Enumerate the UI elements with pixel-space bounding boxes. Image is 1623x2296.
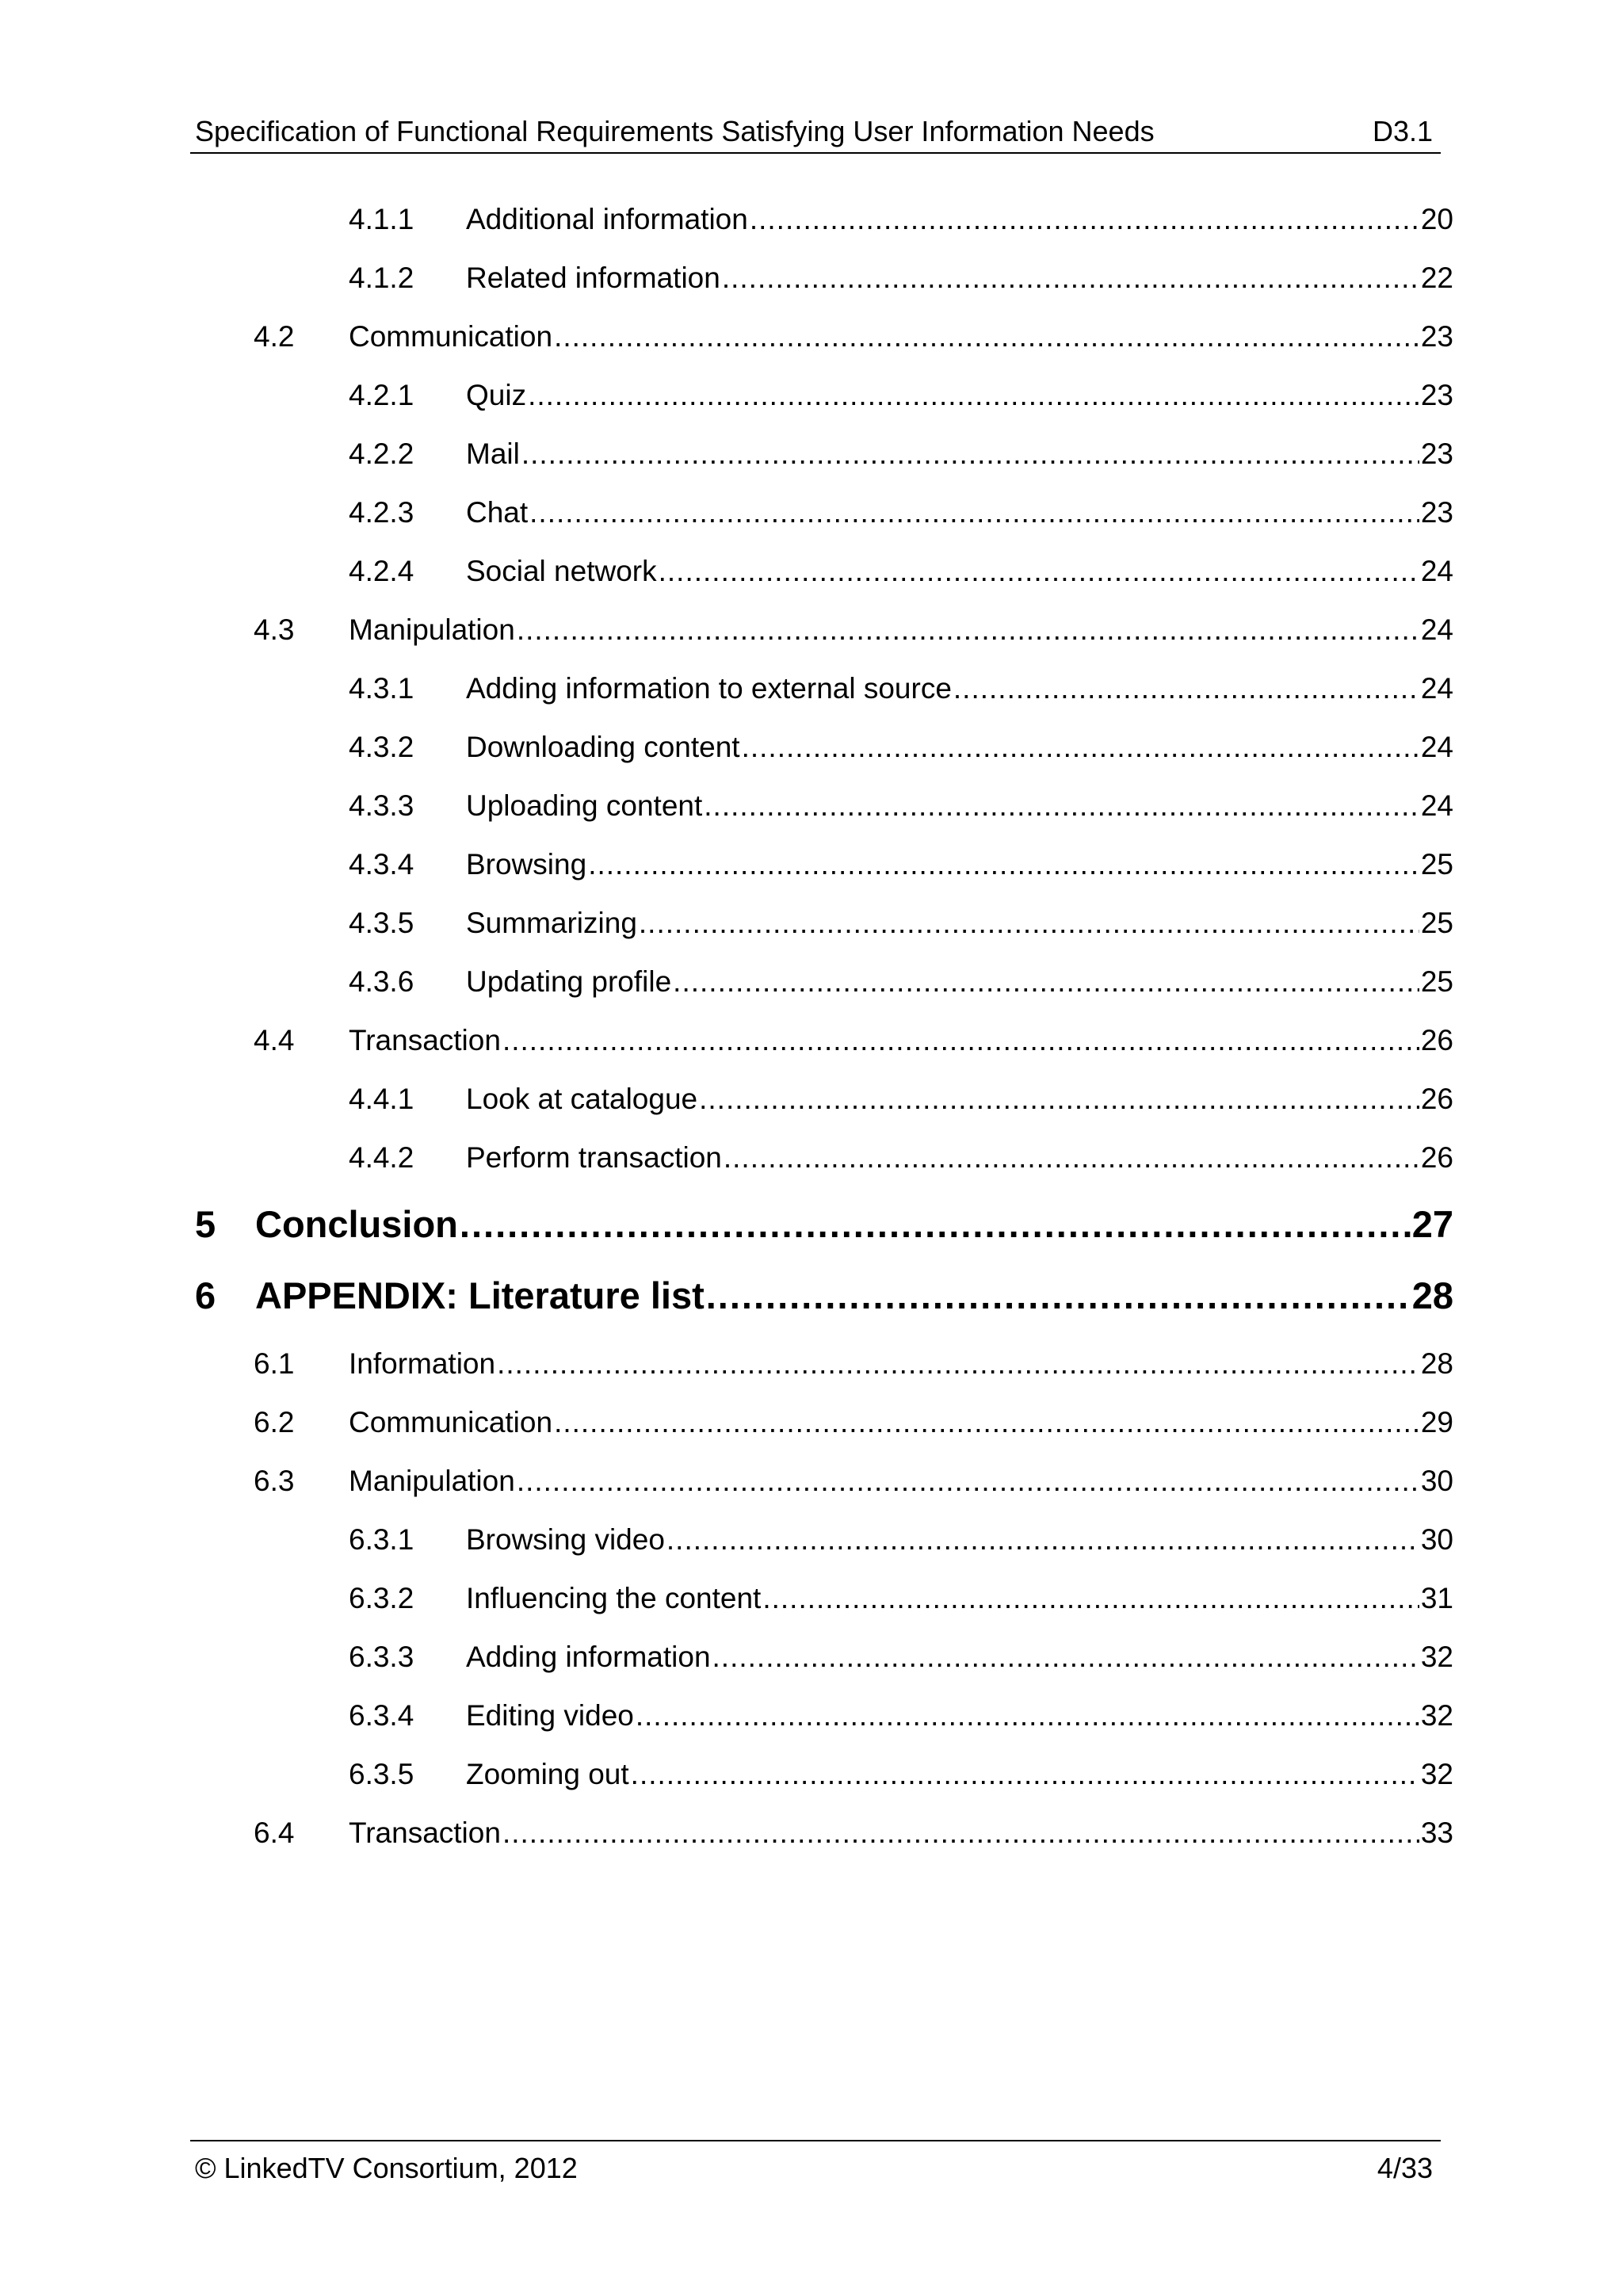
toc-entry-label: Transaction <box>349 1817 501 1849</box>
toc-entry[interactable] <box>349 483 1453 531</box>
toc-entry-number: 4.4 <box>254 1024 295 1056</box>
toc-entry-label: Look at catalogue <box>466 1083 698 1115</box>
toc-entry[interactable] <box>254 601 1453 648</box>
toc-entry-label: Uploading content <box>466 789 703 822</box>
toc-entry-page: 24 <box>1420 613 1453 646</box>
toc-entry-number: 4.4.1 <box>349 1083 414 1115</box>
toc-entry-page: 28 <box>1420 1347 1453 1380</box>
toc-entry-number: 4.2.4 <box>349 555 414 587</box>
dot-leader <box>704 788 1419 824</box>
toc-entry-number: 6.3.1 <box>349 1523 414 1556</box>
toc-entry-page: 24 <box>1420 789 1453 822</box>
toc-entry-page: 24 <box>1420 555 1453 587</box>
toc-entry-number: 6.1 <box>254 1347 295 1380</box>
toc-entry-label: Downloading content <box>466 731 740 763</box>
toc-entry-number: 4.2 <box>254 320 295 353</box>
toc-entry[interactable] <box>349 542 1453 590</box>
toc-entry-number: 6 <box>195 1274 216 1316</box>
toc-entry-page: 23 <box>1420 320 1453 353</box>
dot-leader <box>712 1639 1419 1675</box>
toc-entry-label: Manipulation <box>349 613 515 646</box>
toc-entry[interactable] <box>349 659 1453 707</box>
toc-entry-page: 30 <box>1420 1465 1453 1497</box>
dot-leader <box>724 1140 1419 1176</box>
toc-entry[interactable] <box>349 366 1453 414</box>
toc-entry-number: 4.2.3 <box>349 496 414 529</box>
dot-leader <box>666 1522 1419 1558</box>
toc-entry-label: Adding information to external source <box>466 672 952 705</box>
dot-leader <box>554 1404 1419 1441</box>
dot-leader <box>588 846 1419 883</box>
page-number: 4/33 <box>1377 2152 1433 2184</box>
dot-leader <box>673 964 1419 1000</box>
toc-entry-page: 29 <box>1420 1406 1453 1438</box>
dot-leader <box>722 260 1419 296</box>
toc-entry-page: 23 <box>1420 437 1453 470</box>
toc-entry-label: Browsing video <box>466 1523 665 1556</box>
toc-entry-number: 4.1.1 <box>349 203 414 235</box>
toc-entry-number: 5 <box>195 1203 216 1245</box>
toc-entry-number: 6.4 <box>254 1817 295 1849</box>
toc-entry-label: Transaction <box>349 1024 501 1056</box>
toc-entry-label: Communication <box>349 1406 553 1438</box>
dot-leader <box>497 1346 1419 1382</box>
toc-entry-number: 4.3.4 <box>349 848 414 881</box>
toc-entry-page: 26 <box>1420 1141 1453 1174</box>
toc-entry[interactable] <box>195 1192 1453 1247</box>
toc-entry[interactable] <box>349 718 1453 766</box>
toc-entry-number: 4.1.2 <box>349 262 414 294</box>
toc-entry-label: Manipulation <box>349 1465 515 1497</box>
toc-entry-page: 23 <box>1420 379 1453 411</box>
dot-leader <box>639 905 1419 942</box>
toc-entry-label: Conclusion <box>255 1203 458 1245</box>
toc-entry-number: 6.3 <box>254 1465 295 1497</box>
toc-entry-label: Summarizing <box>466 907 637 939</box>
toc-entry-number: 4.4.2 <box>349 1141 414 1174</box>
toc-entry[interactable] <box>349 190 1453 238</box>
toc-entry-label: Mail <box>466 437 520 470</box>
toc-entry-page: 30 <box>1420 1523 1453 1556</box>
dot-leader <box>517 612 1419 648</box>
toc-entry-label: Chat <box>466 496 529 529</box>
toc-entry[interactable] <box>349 777 1453 824</box>
dot-leader <box>554 319 1419 355</box>
dot-leader <box>517 1463 1419 1499</box>
toc-entry[interactable] <box>254 1011 1453 1059</box>
toc-entry-label: Social network <box>466 555 657 587</box>
copyright-notice: © LinkedTV Consortium, 2012 <box>195 2152 578 2184</box>
dot-leader <box>953 670 1419 707</box>
toc-entry-page: 32 <box>1420 1699 1453 1732</box>
toc-entry-page: 31 <box>1420 1582 1453 1614</box>
document-id: D3.1 <box>1372 115 1433 147</box>
dot-leader <box>742 729 1419 766</box>
toc-entry-page: 32 <box>1420 1758 1453 1790</box>
toc-entry-label: Information <box>349 1347 496 1380</box>
toc-entry-page: 26 <box>1420 1083 1453 1115</box>
toc-entry[interactable] <box>349 1129 1453 1176</box>
toc-entry-label: Updating profile <box>466 965 672 998</box>
toc-entry[interactable] <box>349 1569 1453 1617</box>
page-footer <box>190 2140 1441 2189</box>
toc-entry[interactable] <box>349 835 1453 883</box>
toc-entry[interactable] <box>195 1263 1453 1319</box>
toc-entry-label: Zooming out <box>466 1758 629 1790</box>
dot-leader <box>659 553 1419 590</box>
toc-entry-label: APPENDIX: Literature list <box>255 1274 705 1316</box>
toc-entry-page: 22 <box>1420 262 1453 294</box>
toc-entry-number: 4.3.6 <box>349 965 414 998</box>
page-header <box>190 108 1441 154</box>
toc-entry-label: Additional information <box>466 203 748 235</box>
toc-entry-number: 4.2.1 <box>349 379 414 411</box>
toc-entry-number: 6.3.2 <box>349 1582 414 1614</box>
toc-entry[interactable] <box>349 894 1453 942</box>
toc-entry[interactable] <box>349 249 1453 296</box>
toc-entry-number: 4.3 <box>254 613 295 646</box>
toc-entry-number: 6.3.5 <box>349 1758 414 1790</box>
dot-leader <box>529 495 1419 531</box>
toc-entry[interactable] <box>349 1628 1453 1675</box>
toc-entry-page: 27 <box>1411 1203 1453 1245</box>
toc-entry[interactable] <box>254 1335 1453 1382</box>
toc-entry-number: 6.2 <box>254 1406 295 1438</box>
toc-entry[interactable] <box>254 1452 1453 1499</box>
toc-entry-page: 25 <box>1420 848 1453 881</box>
toc-entry[interactable] <box>349 1745 1453 1793</box>
toc-entry-page: 25 <box>1420 907 1453 939</box>
dot-leader <box>750 201 1419 238</box>
toc-entry-page: 20 <box>1420 203 1453 235</box>
dot-leader <box>502 1022 1419 1059</box>
toc-entry-label: Related information <box>466 262 720 294</box>
toc-entry-label: Influencing the content <box>466 1582 762 1614</box>
dot-leader <box>706 1273 1411 1319</box>
toc-entry-page: 26 <box>1420 1024 1453 1056</box>
toc-entry-label: Editing video <box>466 1699 634 1732</box>
dot-leader <box>460 1201 1411 1247</box>
toc-entry-page: 24 <box>1420 731 1453 763</box>
toc-entry[interactable] <box>254 1804 1453 1851</box>
toc-entry-number: 4.3.2 <box>349 731 414 763</box>
toc-entry-number: 4.3.1 <box>349 672 414 705</box>
toc-entry-page: 33 <box>1420 1817 1453 1849</box>
toc-entry-label: Communication <box>349 320 553 353</box>
toc-entry-label: Adding information <box>466 1641 711 1673</box>
document-title: Specification of Functional Requirements Satisfying User Information Needs <box>195 115 1155 147</box>
dot-leader <box>502 1815 1419 1851</box>
toc-entry[interactable] <box>254 1393 1453 1441</box>
toc-entry[interactable] <box>349 1511 1453 1558</box>
toc-entry-page: 25 <box>1420 965 1453 998</box>
dot-leader <box>528 377 1419 414</box>
toc-entry[interactable] <box>349 1687 1453 1734</box>
toc-entry-number: 4.3.3 <box>349 789 414 822</box>
toc-entry-page: 28 <box>1411 1274 1453 1316</box>
toc-entry[interactable] <box>349 425 1453 472</box>
dot-leader <box>636 1698 1419 1734</box>
toc-entry-page: 23 <box>1420 496 1453 529</box>
toc-entry-label: Perform transaction <box>466 1141 722 1174</box>
toc-entry-label: Quiz <box>466 379 527 411</box>
toc-entry-page: 32 <box>1420 1641 1453 1673</box>
toc-entry-label: Browsing <box>466 848 587 881</box>
dot-leader <box>631 1756 1419 1793</box>
toc-entry-number: 4.3.5 <box>349 907 414 939</box>
dot-leader <box>699 1081 1419 1117</box>
toc-entry[interactable] <box>254 308 1453 355</box>
dot-leader <box>762 1580 1419 1617</box>
toc-entry-number: 4.2.2 <box>349 437 414 470</box>
toc-entry[interactable] <box>349 1070 1453 1117</box>
toc-entry-number: 6.3.4 <box>349 1699 414 1732</box>
dot-leader <box>521 436 1419 472</box>
toc-entry-number: 6.3.3 <box>349 1641 414 1673</box>
toc-entry-page: 24 <box>1420 672 1453 705</box>
toc-entry[interactable] <box>349 953 1453 1000</box>
